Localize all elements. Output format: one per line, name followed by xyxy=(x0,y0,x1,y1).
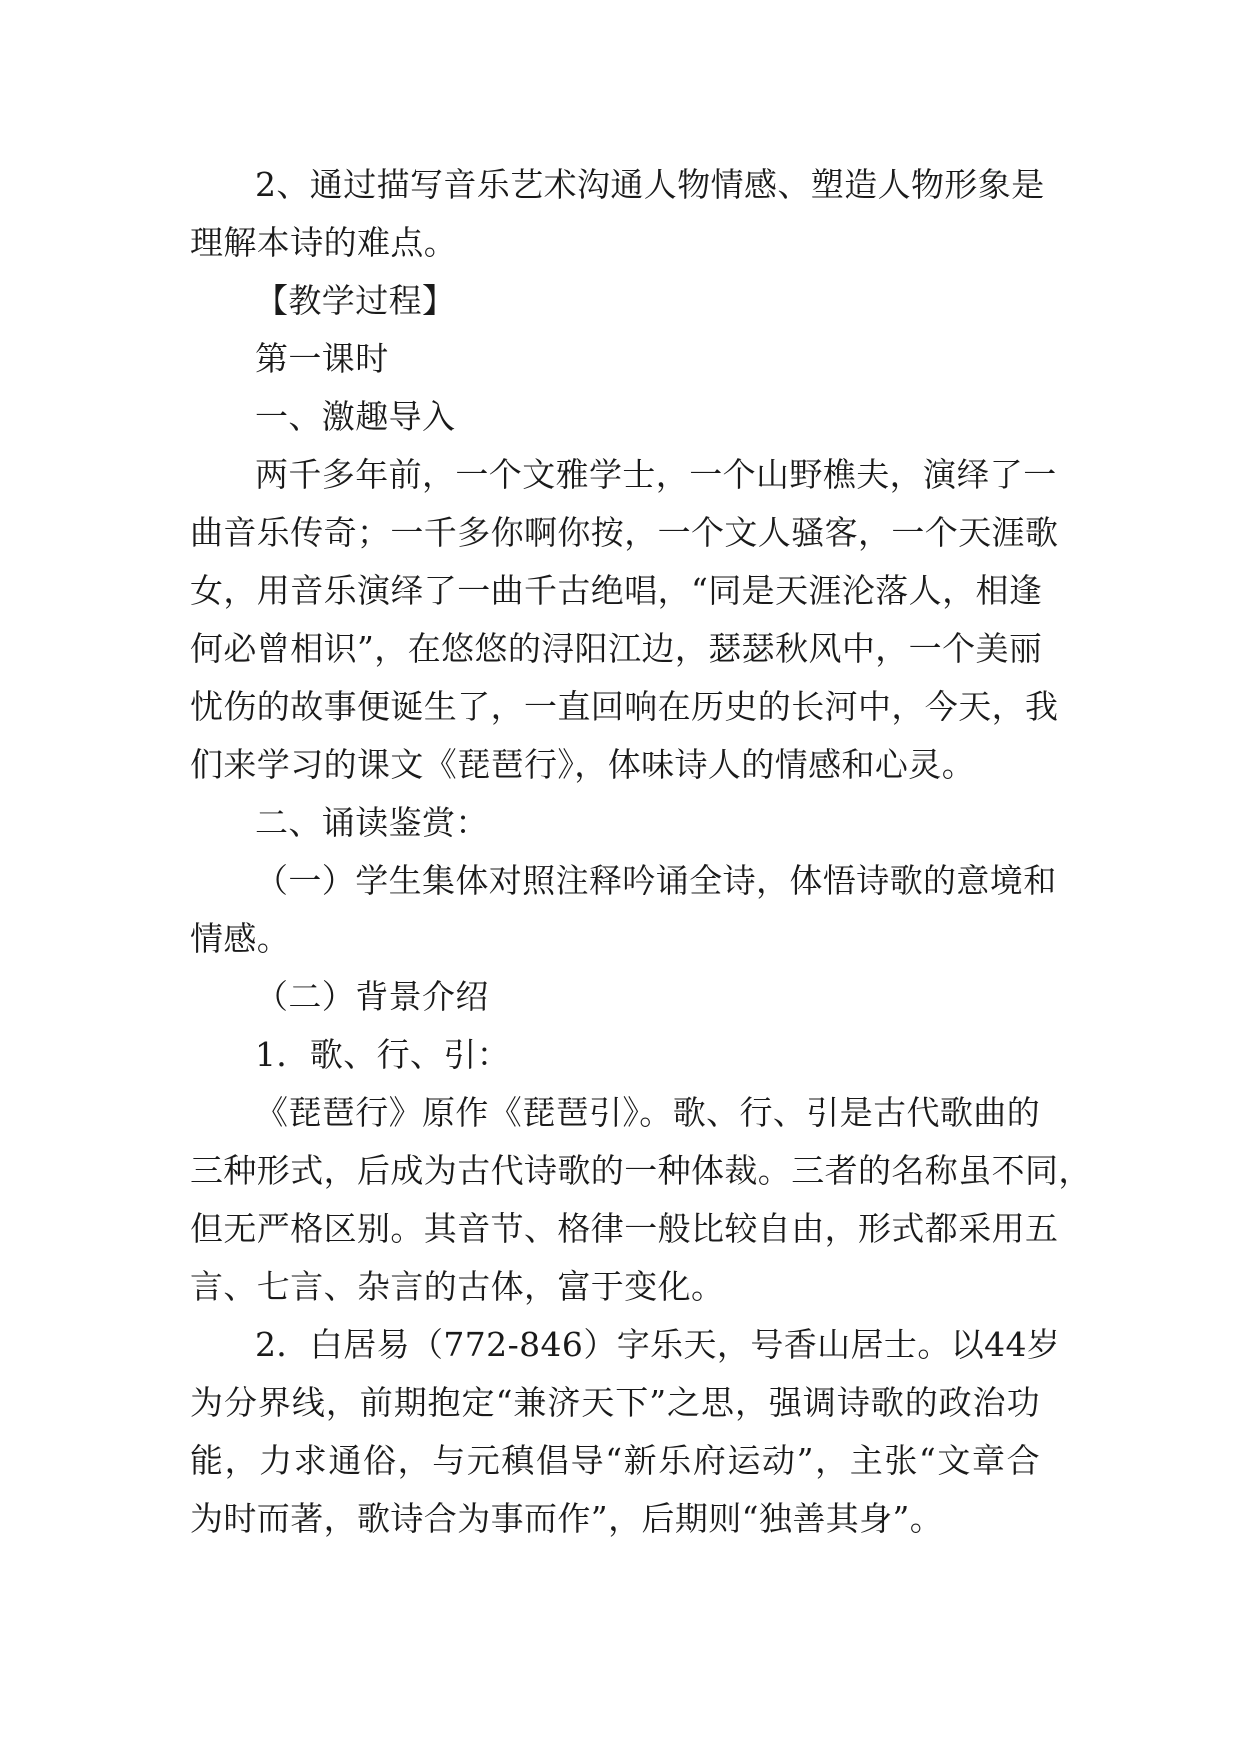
text-line: 理解本诗的难点。 xyxy=(190,223,458,262)
text-line: 2、通过描写音乐艺术沟通人物情感、塑造人物形象是 xyxy=(255,165,1045,204)
text-line: 两千多年前，一个文雅学士，一个山野樵夫，演绎了一 xyxy=(255,455,1057,494)
section-heading: 【教学过程】 xyxy=(255,281,456,320)
text-line: （一）学生集体对照注释吟诵全诗，体悟诗歌的意境和 xyxy=(255,861,1057,900)
text-line: 曲音乐传奇；一千多你啊你按，一个文人骚客，一个天涯歌 xyxy=(190,513,1059,552)
text-line: 《琵琶行》原作《琵琶引》。歌、行、引是古代歌曲的 xyxy=(255,1093,1041,1132)
text-line: 能，力求通俗，与元稹倡导“新乐府运动”，主张“文章合 xyxy=(190,1441,1040,1480)
text-line: 忧伤的故事便诞生了，一直回响在历史的长河中，今天，我 xyxy=(190,687,1059,726)
section-heading: 二、诵读鉴赏： xyxy=(255,803,489,842)
text-line: 为时而著，歌诗合为事而作”，后期则“独善其身”。 xyxy=(190,1499,944,1538)
section-heading: （二）背景介绍 xyxy=(255,977,489,1016)
text-line: 但无严格区别。其音节、格律一般比较自由，形式都采用五 xyxy=(190,1209,1059,1248)
section-heading: 1．歌、行、引： xyxy=(255,1035,511,1074)
text-line: 言、七言、杂言的古体，富于变化。 xyxy=(190,1267,725,1306)
section-heading: 第一课时 xyxy=(255,339,389,378)
section-heading: 一、激趣导入 xyxy=(255,397,456,436)
text-line: 为分界线，前期抱定“兼济天下”之思，强调诗歌的政治功 xyxy=(190,1383,1040,1422)
text-line: 2．白居易（772-846）字乐天，号香山居士。以44岁 xyxy=(255,1325,1061,1364)
text-line: 三种形式，后成为古代诗歌的一种体裁。三者的名称虽不同， xyxy=(190,1151,1092,1190)
text-line: 何必曾相识”，在悠悠的浔阳江边，瑟瑟秋风中，一个美丽 xyxy=(190,629,1043,668)
text-line: 女，用音乐演绎了一曲千古绝唱，“同是天涯沦落人，相逢 xyxy=(190,571,1043,610)
text-line: 们来学习的课文《琵琶行》，体味诗人的情感和心灵。 xyxy=(190,745,976,784)
text-line: 情感。 xyxy=(190,919,291,958)
